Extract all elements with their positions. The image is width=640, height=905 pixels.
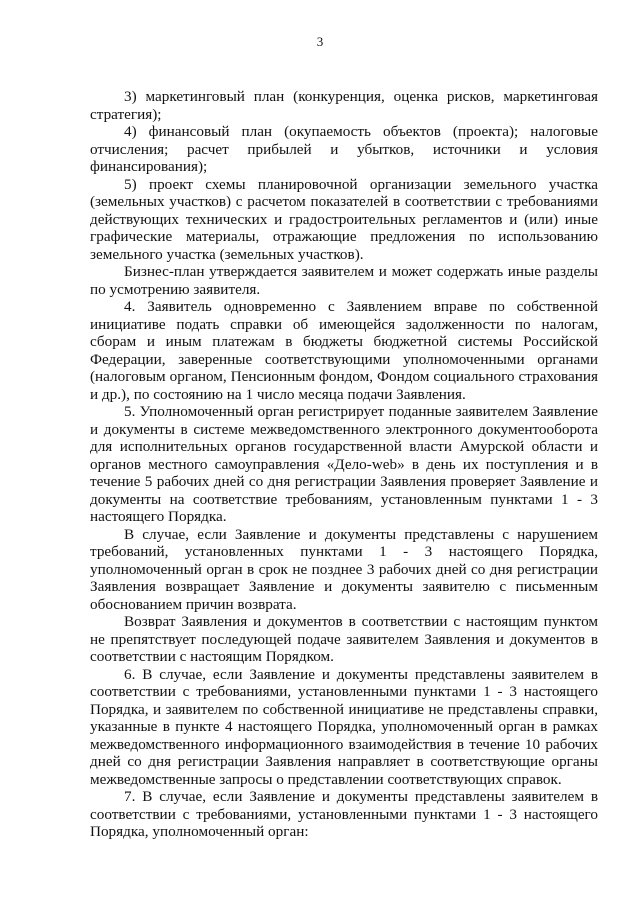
paragraph-item-4: 4. Заявитель одновременно с Заявлением вправе по собственной инициативе подать справки об имеющейся задолженности по налогам, сборам и иным платежам в бюджеты бюджетной системы Российской Федерации, заверенные соответствующими уполномоченными органами (налоговым органом, Пенсионным фондом, Фондом социального страхования и др.), по состоянию на 1 число месяца подачи Заявления. bbox=[90, 298, 598, 403]
paragraph-marketing-plan: 3) маркетинговый план (конкуренция, оценка рисков, маркетинговая стратегия); bbox=[90, 88, 598, 123]
paragraph-business-plan-approval: Бизнес-план утверждается заявителем и может содержать иные разделы по усмотрению заявителя. bbox=[90, 263, 598, 298]
paragraph-item-6: 6. В случае, если Заявление и документы представлены заявителем в соответствии с требованиями, установленными пунктами 1 - 3 настоящего Порядка, и заявителем по собственной инициативе не представлены справки, указанные в пункте 4 настоящего Порядка, уполномоченный орган в рамках межведомственного информационного взаимодействия в течение 10 рабочих дней со дня регистрации Заявления направляет в соответствующие органы межведомственные запросы о представлении соответствующих справок. bbox=[90, 665, 598, 788]
paragraph-item-5: 5. Уполномоченный орган регистрирует поданные заявителем Заявление и документы в системе межведомственного электронного документооборота для исполнительных органов государственной власти Амурской области и органов местного самоуправления «Дело-web» в день их поступления и в течение 5 рабочих дней со дня регистрации Заявления проверяет Заявление и документы на соответствие требованиям, установленным пунктами 1 - 3 настоящего Порядка. bbox=[90, 403, 598, 525]
paragraph-violation-return: В случае, если Заявление и документы представлены с нарушением требований, установленных пунктами 1 - 3 настоящего Порядка, уполномоченный орган в срок не позднее 3 рабочих дней со дня регистрации Заявления возвращает Заявление и документы заявителю с письменным обоснованием причин возврата. bbox=[90, 525, 598, 613]
paragraph-return-no-obstacle: Возврат Заявления и документов в соответствии с настоящим пунктом не препятствует последующей подаче заявителем Заявления и документов в соответствии с настоящим Порядком. bbox=[90, 613, 598, 665]
document-body bbox=[90, 88, 598, 841]
paragraph-item-7: 7. В случае, если Заявление и документы представлены заявителем в соответствии с требованиями, установленными пунктами 1 - 3 настоящего Порядка, уполномоченный орган: bbox=[90, 788, 598, 840]
page-number: 3 bbox=[316, 34, 324, 49]
paragraph-financial-plan: 4) финансовый план (окупаемость объектов (проекта); налоговые отчисления; расчет прибылей и убытков, источники и условия финансирования); bbox=[90, 123, 598, 175]
paragraph-land-plot-scheme: 5) проект схемы планировочной организации земельного участка (земельных участков) с расчетом показателей в соответствии с требованиями действующих технических и градостроительных регламентов и (или) иные графические материалы, отражающие предложения по использованию земельного участка (земельных участков). bbox=[90, 175, 598, 263]
